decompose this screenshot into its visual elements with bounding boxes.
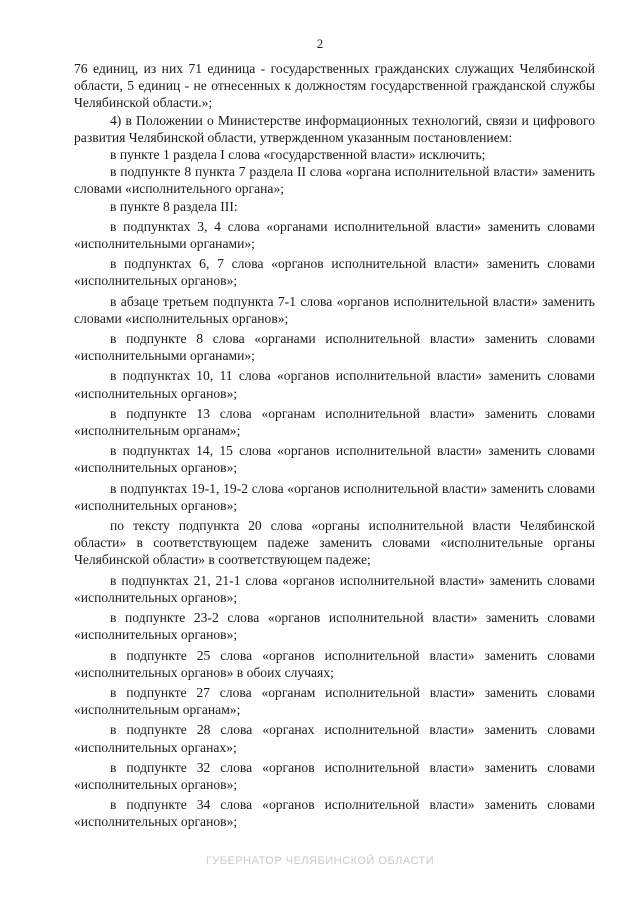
paragraph: в подпунктах 3, 4 слова «органами исполнительной власти» заменить словами «исполнительными органами»; <box>74 218 595 252</box>
paragraph: в абзаце третьем подпункта 7-1 слова «органов исполнительной власти» заменить словами «исполнительных органов»; <box>74 293 595 326</box>
paragraph: в подпункте 8 слова «органами исполнительной власти» заменить словами «исполнительными органами»; <box>74 331 595 364</box>
footer-watermark: ГУБЕРНАТОР ЧЕЛЯБИНСКОЙ ОБЛАСТИ <box>205 855 435 867</box>
paragraph: 4) в Положении о Министерстве информационных технологий, связи и цифрового развития Челябинской области, утвержденном указанным постановлением: <box>74 112 595 145</box>
paragraph: в подпунктах 19-1, 19-2 слова «органов исполнительной власти» заменить словами «исполнительных органов»; <box>74 480 595 513</box>
paragraph: в подпункте 13 слова «органам исполнительной власти» заменить словами «исполнительным органам»; <box>74 405 595 439</box>
paragraph: в пункте 8 раздела III: <box>110 198 238 214</box>
paragraph: в подпункте 27 слова «органам исполнительной власти» заменить словами «исполнительным органам»; <box>74 684 595 718</box>
paragraph: в подпункте 28 слова «органах исполнительной власти» заменить словами «исполнительных органах»; <box>74 722 595 755</box>
paragraph: в подпункте 23-2 слова «органов исполнительной власти» заменить словами «исполнительных органов»; <box>74 610 595 643</box>
paragraph: в пункте 1 раздела I слова «государственной власти» исключить; <box>110 147 486 163</box>
document-body <box>74 60 595 831</box>
paragraph: в подпунктах 10, 11 слова «органов исполнительной власти» заменить словами «исполнительных органов»; <box>74 368 595 401</box>
paragraph: в подпункте 8 пункта 7 раздела II слова «органа исполнительной власти» заменить словами «исполнительного органа»; <box>74 164 595 197</box>
paragraph: в подпунктах 14, 15 слова «органов исполнительной власти» заменить словами «исполнительных органов»; <box>74 443 595 476</box>
page-number: 2 <box>316 36 324 51</box>
paragraph: 76 единиц, из них 71 единица - государственных гражданских служащих Челябинской области, 5 единиц - не отнесенных к должностям государственной гражданской службы Челябинской области.»; <box>74 61 595 111</box>
paragraph: в подпункте 34 слова «органов исполнительной власти» заменить словами «исполнительных органов»; <box>74 797 595 830</box>
paragraph: в подпункте 25 слова «органов исполнительной власти» заменить словами «исполнительных органов» в обоих случаях; <box>74 647 595 680</box>
paragraph: в подпунктах 21, 21-1 слова «органов исполнительной власти» заменить словами «исполнительных органов»; <box>74 572 595 605</box>
paragraph: по тексту подпункта 20 слова «органы исполнительной власти Челябинской области» в соответствующем падеже заменить словами «исполнительные органы Челябинской области» в соответствующем падеже; <box>74 518 595 568</box>
paragraph: в подпунктах 6, 7 слова «органов исполнительной власти» заменить словами «исполнительных органов»; <box>74 256 595 289</box>
paragraph: в подпункте 32 слова «органов исполнительной власти» заменить словами «исполнительных органов»; <box>74 759 595 792</box>
